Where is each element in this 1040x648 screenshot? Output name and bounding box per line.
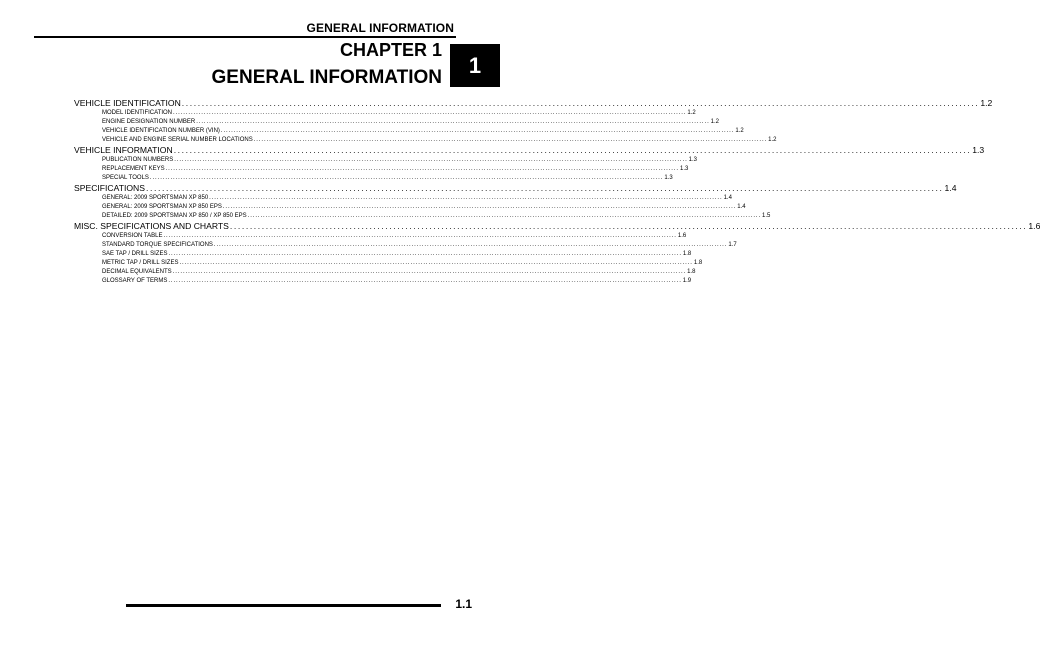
page-number: 1.1 xyxy=(455,597,472,611)
toc-section[interactable] xyxy=(74,221,1040,232)
dot-leader: ........................................................................................................................................................................................................ xyxy=(172,269,687,276)
toc-item[interactable] xyxy=(102,174,673,183)
toc-section-page: 1.3 xyxy=(972,144,985,155)
toc-item[interactable] xyxy=(102,212,771,221)
toc-item-page: 1.8 xyxy=(682,251,692,258)
chapter-label: CHAPTER 1 xyxy=(339,40,442,60)
toc-section[interactable] xyxy=(74,98,993,109)
toc-item-page: 1.2 xyxy=(768,137,777,144)
toc-item-title: DECIMAL EQUIVALENTS xyxy=(102,269,172,276)
toc-item[interactable] xyxy=(102,241,737,250)
toc-item-title: STANDARD TORQUE SPECIFICATIONS xyxy=(102,242,213,249)
toc-item-page: 1.4 xyxy=(737,204,746,211)
toc-item[interactable] xyxy=(102,136,777,145)
header-rule xyxy=(34,36,456,38)
toc-item[interactable] xyxy=(102,232,687,241)
toc-item-page: 1.2 xyxy=(687,110,696,117)
toc-item-page: 1.7 xyxy=(728,242,737,249)
dot-leader: ........................................................................................................................................................................................................ xyxy=(196,119,710,126)
toc-item-page: 1.3 xyxy=(688,157,697,164)
toc-item-page: 1.8 xyxy=(693,260,703,267)
toc-item-title: GENERAL: 2009 SPORTSMAN XP 850 xyxy=(102,195,209,202)
toc-item-title: SPECIAL TOOLS xyxy=(102,175,149,182)
toc-item-title: PUBLICATION NUMBERS xyxy=(102,157,174,164)
toc-item[interactable] xyxy=(102,203,746,212)
dot-leader: ........................................................................................................................................................................................................ xyxy=(229,221,1028,232)
dot-leader: ........................................................................................................................................................................................................ xyxy=(174,157,688,164)
toc-item[interactable] xyxy=(102,156,697,165)
dot-leader: ........................................................................................................................................................................................................ xyxy=(165,166,679,173)
dot-leader: ........................................................................................................................................................................................................ xyxy=(163,233,677,240)
table-of-contents xyxy=(74,98,1040,286)
dot-leader: ........................................................................................................................................................................................................ xyxy=(213,242,728,249)
toc-item-title: METRIC TAP / DRILL SIZES xyxy=(102,260,179,267)
toc-item[interactable] xyxy=(102,277,692,286)
toc-item-page: 1.6 xyxy=(677,233,687,240)
toc-item-page: 1.2 xyxy=(735,128,744,135)
chapter-title: GENERAL INFORMATION xyxy=(211,67,442,88)
toc-section-title: VEHICLE IDENTIFICATION xyxy=(74,98,181,108)
dot-leader: ........................................................................................................................................................................................................ xyxy=(247,213,762,220)
dot-leader: ........................................................................................................................................................................................................ xyxy=(179,260,693,267)
toc-item-title: CONVERSION TABLE xyxy=(102,233,163,240)
dot-leader: ........................................................................................................................................................................................................ xyxy=(222,204,737,211)
toc-item-page: 1.4 xyxy=(723,195,732,202)
dot-leader: ........................................................................................................................................................................................................ xyxy=(149,175,664,182)
toc-item[interactable] xyxy=(102,118,719,127)
toc-item-title: DETAILED: 2009 SPORTSMAN XP 850 / XP 850 EPS xyxy=(102,213,247,220)
dot-leader: ........................................................................................................................................................................................................ xyxy=(173,110,687,117)
toc-item[interactable] xyxy=(102,127,744,136)
toc-item-page: 1.2 xyxy=(710,119,719,126)
toc-item-page: 1.8 xyxy=(687,269,696,276)
toc-item-page: 1.5 xyxy=(762,213,771,220)
toc-section-page: 1.2 xyxy=(980,98,993,108)
footer-rule xyxy=(126,604,441,607)
toc-item[interactable] xyxy=(102,194,732,203)
toc-item-title: MODEL IDENTIFICATION xyxy=(102,110,173,117)
dot-leader: ........................................................................................................................................................................................................ xyxy=(146,183,944,194)
toc-item-title: VEHICLE IDENTIFICATION NUMBER (VIN) xyxy=(102,128,220,135)
chapter-tab: 1 xyxy=(450,44,500,87)
toc-item[interactable] xyxy=(102,259,703,268)
toc-item-title: GENERAL: 2009 SPORTSMAN XP 850 EPS xyxy=(102,204,222,211)
toc-section-title: MISC. SPECIFICATIONS AND CHARTS xyxy=(74,221,229,232)
toc-item[interactable] xyxy=(102,268,696,277)
dot-leader: ........................................................................................................................................................................................................ xyxy=(253,137,768,144)
toc-section-title: SPECIFICATIONS xyxy=(74,183,145,194)
toc-item-page: 1.3 xyxy=(679,166,689,173)
dot-leader: ........................................................................................................................................................................................................ xyxy=(173,144,972,155)
toc-section-title: VEHICLE INFORMATION xyxy=(74,144,173,155)
dot-leader: ........................................................................................................................................................................................................ xyxy=(220,128,735,135)
toc-item[interactable] xyxy=(102,250,692,259)
dot-leader: ........................................................................................................................................................................................................ xyxy=(209,195,723,202)
toc-item[interactable] xyxy=(102,109,696,118)
running-header: GENERAL INFORMATION xyxy=(306,21,454,35)
toc-item-title: GLOSSARY OF TERMS xyxy=(102,277,168,284)
toc-section[interactable] xyxy=(74,183,957,194)
dot-leader: ........................................................................................................................................................................................................ xyxy=(181,98,980,108)
toc-item-title: SAE TAP / DRILL SIZES xyxy=(102,251,168,258)
toc-item-page: 1.9 xyxy=(682,277,692,284)
toc-item[interactable] xyxy=(102,165,689,174)
toc-item-page: 1.3 xyxy=(664,175,673,182)
toc-section-page: 1.6 xyxy=(1028,221,1040,232)
dot-leader: ........................................................................................................................................................................................................ xyxy=(168,277,682,284)
toc-item-title: VEHICLE AND ENGINE SERIAL NUMBER LOCATIONS xyxy=(102,137,253,144)
toc-section[interactable] xyxy=(74,144,985,156)
toc-item-title: ENGINE DESIGNATION NUMBER xyxy=(102,119,196,126)
dot-leader: ........................................................................................................................................................................................................ xyxy=(168,251,682,258)
toc-section-page: 1.4 xyxy=(944,183,957,194)
toc-item-title: REPLACEMENT KEYS xyxy=(102,166,165,173)
